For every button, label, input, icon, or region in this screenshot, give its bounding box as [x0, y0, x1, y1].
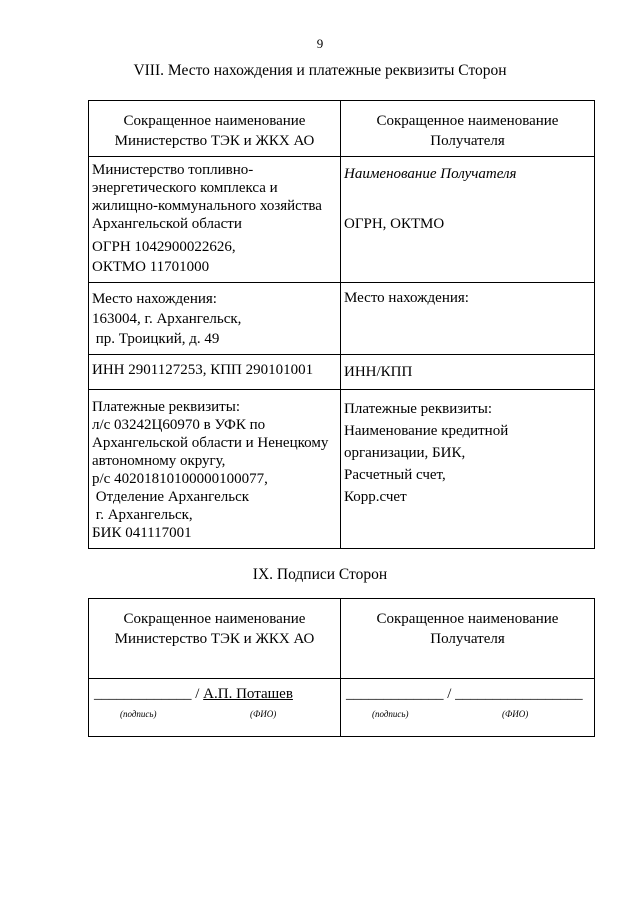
header-right-cell: [341, 101, 595, 157]
payment-row: [89, 390, 595, 549]
signature-right-separator: /: [443, 686, 456, 702]
inn-row: [89, 355, 595, 390]
header-right-line-1: Сокращенное наименование: [376, 113, 559, 129]
location-left-label: Место нахождения:: [92, 291, 217, 307]
signatures-header-right: [341, 599, 595, 679]
ogrn-left: ОГРН 1042900022626,: [92, 239, 236, 255]
payment-right-account: Расчетный счет,: [344, 467, 446, 483]
signatures-header-row: [89, 599, 595, 679]
header-right-line-2: Получателя: [430, 133, 505, 149]
signatures-row: [89, 679, 595, 737]
caption-signature-right: (подпись): [372, 709, 409, 719]
signatures-header-left: [89, 599, 341, 679]
caption-signature-left: (подпись): [120, 709, 157, 719]
oktmo-left: ОКТМО 11701000: [92, 259, 210, 275]
payment-left-account: л/с 03242Ц60970 в УФК по: [92, 417, 266, 433]
caption-fio-left: (ФИО): [250, 709, 277, 719]
signature-left-line: [94, 685, 293, 703]
payment-right-label: Платежные реквизиты:: [344, 401, 492, 417]
signature-right-line: [346, 685, 583, 703]
payment-left-cell: [89, 390, 341, 549]
signature-right-cell: [341, 679, 595, 737]
location-right-label: Место нахождения:: [344, 290, 469, 306]
signature-left-blank: _____________: [94, 686, 192, 702]
inn-right-cell: [341, 355, 595, 390]
header-left-line-1: Сокращенное наименование: [123, 113, 306, 129]
org-name-right-cell: [341, 157, 595, 283]
section-8-title: VIII. Место нахождения и платежные реквизиты Сторон: [133, 62, 507, 79]
payment-left-label: Платежные реквизиты:: [92, 399, 240, 415]
sig-header-right-line-2: Получателя: [430, 631, 505, 647]
caption-fio-right: (ФИО): [502, 709, 529, 719]
payment-left-branch: Отделение Архангельск: [92, 489, 250, 505]
sig-header-left-line-2: Министерство ТЭК и ЖКХ АО: [114, 631, 315, 647]
org-name-line-1: Министерство топливно-: [92, 162, 254, 178]
payment-right-cell: [341, 390, 595, 549]
payment-left-bik: БИК 041117001: [92, 525, 192, 541]
requisites-table: [88, 100, 595, 549]
signature-left-cell: [89, 679, 341, 737]
recipient-fio-blank: _________________: [455, 686, 583, 702]
page-number: 9: [316, 36, 324, 51]
header-left-line-2: Министерство ТЭК и ЖКХ АО: [114, 133, 315, 149]
signature-left-separator: /: [191, 686, 204, 702]
inn-kpp-right: ИНН/КПП: [344, 364, 413, 380]
org-name-line-2: энергетического комплекса и: [92, 180, 278, 196]
payment-left-rs: р/с 40201810100000100077,: [92, 471, 268, 487]
recipient-ogrn-oktmo: ОГРН, ОКТМО: [344, 216, 445, 232]
table-header-row: [89, 101, 595, 157]
location-row: [89, 283, 595, 355]
payment-left-city: г. Архангельск,: [92, 507, 193, 523]
location-left-cell: [89, 283, 341, 355]
signatures-table: [88, 598, 595, 737]
inn-kpp-left: ИНН 2901127253, КПП 290101001: [92, 362, 314, 378]
payment-right-bank: Наименование кредитной: [344, 423, 509, 439]
sig-header-right-line-1: Сокращенное наименование: [376, 611, 559, 627]
location-right-cell: [341, 283, 595, 355]
recipient-name-placeholder: Наименование Получателя: [344, 166, 517, 182]
header-left-cell: [89, 101, 341, 157]
sig-header-left-line-1: Сокращенное наименование: [123, 611, 306, 627]
payment-right-corr: Корр.счет: [344, 489, 407, 505]
payment-left-district: автономному округу,: [92, 453, 226, 469]
signatory-name: А.П. Поташев: [203, 686, 293, 702]
signature-right-blank: _____________: [346, 686, 444, 702]
inn-left-cell: [89, 355, 341, 390]
location-left-city: 163004, г. Архангельск,: [92, 311, 242, 327]
org-name-line-3: жилищно-коммунального хозяйства: [92, 198, 322, 214]
location-left-street: пр. Троицкий, д. 49: [92, 331, 220, 347]
org-name-left-cell: [89, 157, 341, 283]
payment-right-org-bik: организации, БИК,: [344, 445, 466, 461]
org-name-line-4: Архангельской области: [92, 216, 242, 232]
section-9-title: IX. Подписи Сторон: [252, 566, 388, 583]
name-row: [89, 157, 595, 283]
payment-left-region: Архангельской области и Ненецкому: [92, 435, 329, 451]
